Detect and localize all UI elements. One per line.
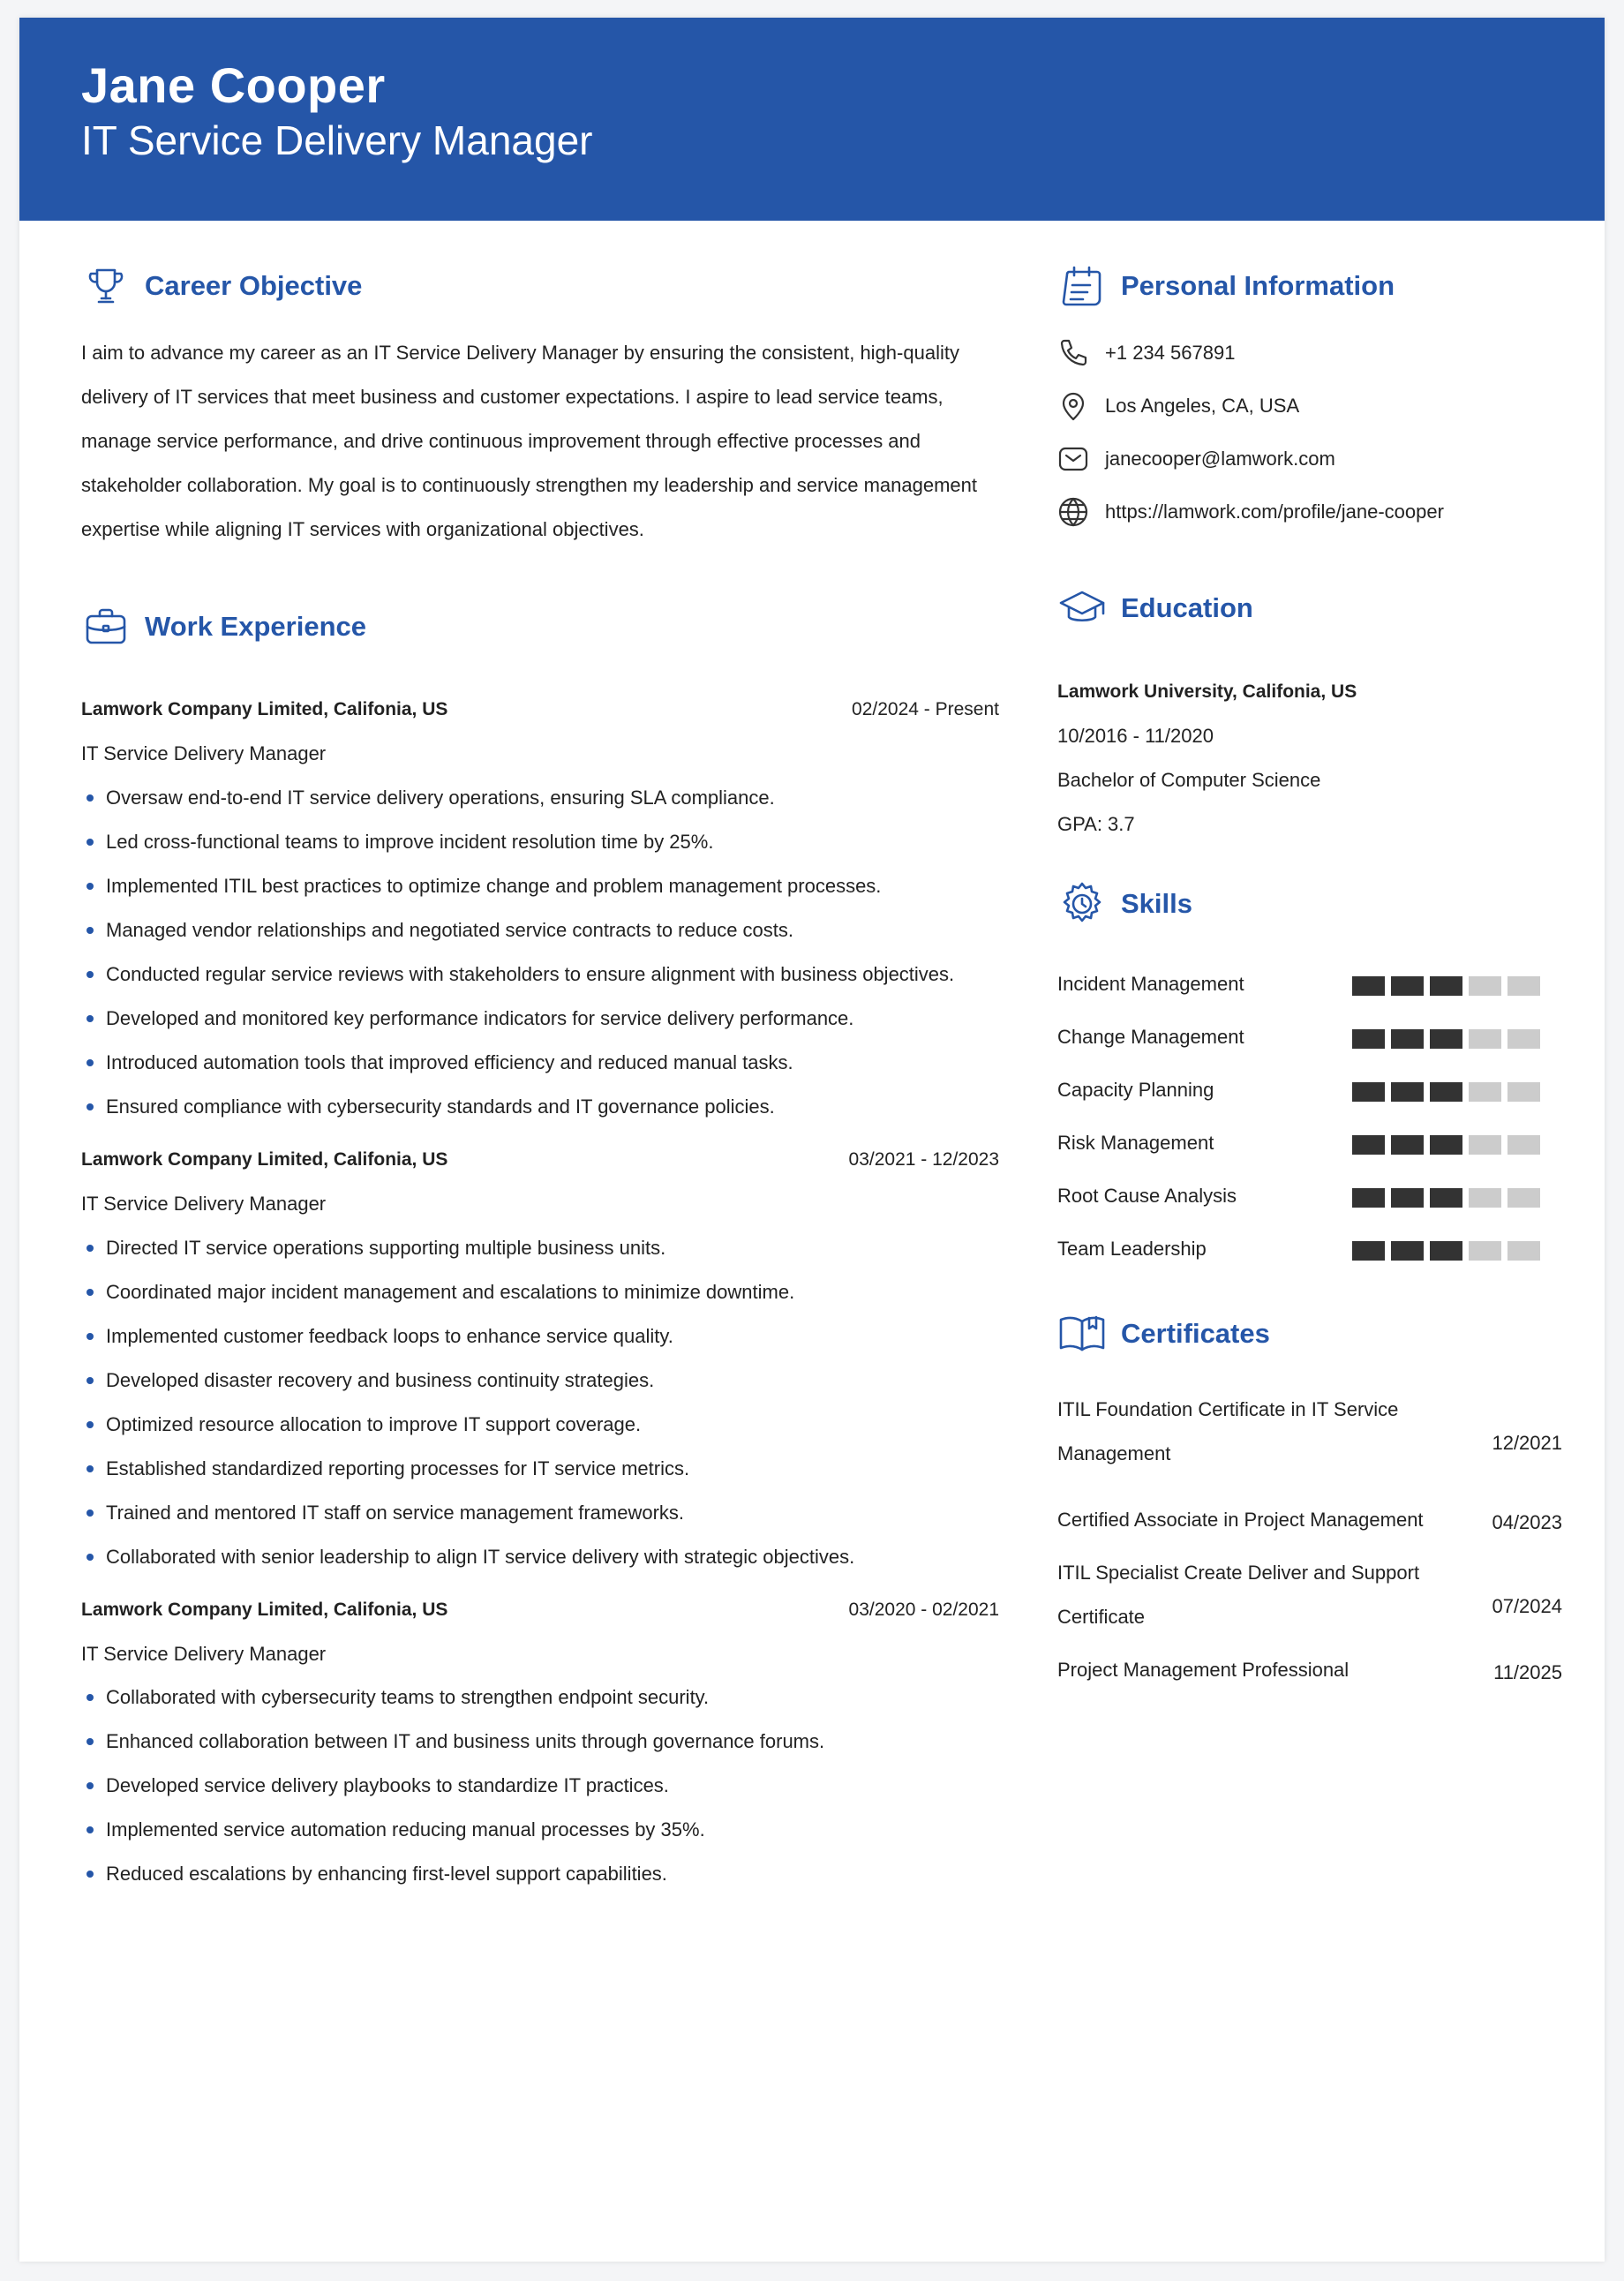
job-bullet: Reduced escalations by enhancing first-level support capabilities. (81, 1852, 824, 1896)
job-bullet: Managed vendor relationships and negotiated service contracts to reduce costs. (81, 908, 954, 952)
job-bullet: Directed IT service operations supporting multiple business units. (81, 1226, 854, 1270)
job-bullets (81, 776, 954, 1129)
skill-row (1057, 1238, 1562, 1264)
education-heading (1057, 583, 1253, 633)
job-title: IT Service Delivery Manager (81, 1643, 327, 1665)
skill-bar-empty (1469, 1241, 1501, 1261)
skill-bar-empty (1469, 1188, 1501, 1208)
job-bullet: Established standardized reporting processes for IT service metrics. (81, 1447, 854, 1491)
job-date: 03/2021 - 12/2023 (848, 1149, 999, 1170)
skill-bar-empty (1507, 1188, 1540, 1208)
job-bullet: Collaborated with cybersecurity teams to strengthen endpoint security. (81, 1675, 824, 1720)
job-title: IT Service Delivery Manager (81, 1193, 327, 1215)
phone-row (1057, 337, 1235, 369)
skill-name: Risk Management (1057, 1132, 1214, 1154)
phone-icon (1057, 337, 1089, 369)
work-experience-heading (81, 602, 366, 651)
skill-bar-empty (1469, 1029, 1501, 1049)
resume-header (19, 18, 1605, 221)
globe-icon (1057, 496, 1089, 528)
job-bullet: Developed and monitored key performance indicators for service delivery performance. (81, 997, 954, 1041)
mail-icon (1057, 443, 1089, 475)
job-company: Lamwork Company Limited, Califonia, US (81, 699, 448, 719)
job-bullet: Introduced automation tools that improved efficiency and reduced manual tasks. (81, 1041, 954, 1085)
job-bullets (81, 1226, 854, 1579)
skill-bar-filled (1391, 1082, 1424, 1102)
skills-title: Skills (1121, 888, 1192, 919)
skill-level-bar (1352, 976, 1546, 996)
job-bullet: Implemented ITIL best practices to optimize change and problem management processes. (81, 864, 954, 908)
certificate-name: Certified Associate in Project Management (1057, 1509, 1424, 1531)
gear-clock-icon (1057, 879, 1107, 929)
location-text: Los Angeles, CA, USA (1105, 395, 1300, 417)
briefcase-icon (81, 602, 131, 651)
certificate-name: ITIL Specialist Create Deliver and Support Certificate (1057, 1562, 1420, 1628)
email-text[interactable]: janecooper@lamwork.com (1105, 448, 1335, 470)
job-bullets (81, 1675, 824, 1896)
certificate-date: 11/2025 (1493, 1661, 1562, 1683)
job-bullet: Oversaw end-to-end IT service delivery operations, ensuring SLA compliance. (81, 776, 954, 820)
location-pin-icon (1057, 390, 1089, 422)
job-bullet: Conducted regular service reviews with stakeholders to ensure alignment with business objectives. (81, 952, 954, 997)
job-bullet: Developed disaster recovery and business continuity strategies. (81, 1359, 854, 1403)
education-degree: Bachelor of Computer Science (1057, 769, 1321, 791)
certificate-row (1057, 1561, 1562, 1649)
job-bullet: Led cross-functional teams to improve incident resolution time by 25%. (81, 820, 954, 864)
skill-row (1057, 1185, 1562, 1211)
job-bullet: Implemented customer feedback loops to enhance service quality. (81, 1314, 854, 1359)
skill-name: Root Cause Analysis (1057, 1185, 1237, 1207)
job-title: IT Service Delivery Manager (81, 742, 327, 764)
skill-bar-empty (1507, 1082, 1540, 1102)
skill-bar-filled (1391, 1188, 1424, 1208)
skill-bar-filled (1430, 1082, 1462, 1102)
skill-bar-filled (1352, 1188, 1385, 1208)
education-gpa: GPA: 3.7 (1057, 813, 1135, 835)
skill-bar-filled (1352, 1135, 1385, 1155)
skill-bar-empty (1507, 976, 1540, 996)
website-link[interactable]: https://lamwork.com/profile/jane-cooper (1105, 501, 1444, 523)
certificate-row (1057, 1508, 1562, 1552)
skill-bar-filled (1391, 976, 1424, 996)
job-bullet: Coordinated major incident management and escalations to minimize downtime. (81, 1270, 854, 1314)
candidate-name: Jane Cooper (81, 57, 386, 113)
graduation-cap-icon (1057, 583, 1107, 633)
book-icon (1057, 1309, 1107, 1359)
job-bullet: Developed service delivery playbooks to standardize IT practices. (81, 1764, 824, 1808)
skill-name: Change Management (1057, 1026, 1244, 1048)
job-date: 02/2024 - Present (852, 699, 999, 719)
career-objective-text: I aim to advance my career as an IT Service Delivery Manager by ensuring the consistent, high-quality delivery of IT services that meet business and customer expectations. I aspire to lead service teams, manage service performance, and drive continuous improvement through effective processes and stakeholder collaboration. My goal is to continuously strengthen my leadership and service management expertise while aligning IT services with organizational objectives. (81, 342, 978, 540)
skill-bar-filled (1352, 976, 1385, 996)
education-title: Education (1121, 592, 1253, 623)
skill-bar-filled (1352, 1241, 1385, 1261)
skill-bar-filled (1352, 1082, 1385, 1102)
job-company: Lamwork Company Limited, Califonia, US (81, 1149, 448, 1170)
skill-bar-empty (1469, 1135, 1501, 1155)
skill-row (1057, 1132, 1562, 1158)
certificate-date: 04/2023 (1492, 1511, 1562, 1533)
skill-bar-empty (1469, 976, 1501, 996)
skill-level-bar (1352, 1241, 1546, 1261)
certificate-name: ITIL Foundation Certificate in IT Service Management (1057, 1398, 1399, 1464)
skill-bar-filled (1391, 1029, 1424, 1049)
certificates-title: Certificates (1121, 1318, 1270, 1349)
certificates-heading (1057, 1309, 1270, 1359)
skill-bar-filled (1391, 1241, 1424, 1261)
skill-bar-filled (1391, 1135, 1424, 1155)
website-row (1057, 496, 1444, 528)
skill-bar-empty (1507, 1029, 1540, 1049)
certificate-date: 07/2024 (1492, 1595, 1562, 1617)
skill-level-bar (1352, 1082, 1546, 1102)
job-bullet: Optimized resource allocation to improve IT support coverage. (81, 1403, 854, 1447)
trophy-icon (81, 261, 131, 311)
skill-name: Team Leadership (1057, 1238, 1207, 1260)
certificate-date: 12/2021 (1492, 1432, 1562, 1454)
education-school: Lamwork University, Califonia, US (1057, 681, 1357, 702)
skill-bar-empty (1507, 1135, 1540, 1155)
skill-bar-filled (1430, 1188, 1462, 1208)
skill-bar-empty (1469, 1082, 1501, 1102)
skill-bar-empty (1507, 1241, 1540, 1261)
career-objective-heading (81, 261, 362, 311)
skills-heading (1057, 879, 1192, 929)
skill-bar-filled (1352, 1029, 1385, 1049)
work-experience-title: Work Experience (145, 611, 366, 642)
job-company: Lamwork Company Limited, Califonia, US (81, 1600, 448, 1620)
skill-level-bar (1352, 1188, 1546, 1208)
candidate-role: IT Service Delivery Manager (81, 117, 593, 163)
certificate-row (1057, 1658, 1562, 1702)
location-row (1057, 390, 1299, 422)
phone-text: +1 234 567891 (1105, 342, 1236, 364)
personal-information-title: Personal Information (1121, 270, 1395, 301)
resume-page (19, 18, 1605, 2262)
job-date: 03/2020 - 02/2021 (848, 1600, 999, 1620)
skill-name: Capacity Planning (1057, 1079, 1214, 1101)
skill-row (1057, 1026, 1562, 1052)
skill-level-bar (1352, 1135, 1546, 1155)
skill-bar-filled (1430, 976, 1462, 996)
skill-bar-filled (1430, 1135, 1462, 1155)
skill-row (1057, 973, 1562, 999)
skill-bar-filled (1430, 1029, 1462, 1049)
skill-level-bar (1352, 1029, 1546, 1049)
email-row (1057, 443, 1335, 475)
skill-row (1057, 1079, 1562, 1105)
job-bullet: Enhanced collaboration between IT and business units through governance forums. (81, 1720, 824, 1764)
job-bullet: Ensured compliance with cybersecurity standards and IT governance policies. (81, 1085, 954, 1129)
job-bullet: Collaborated with senior leadership to align IT service delivery with strategic objectives. (81, 1535, 854, 1579)
education-dates: 10/2016 - 11/2020 (1057, 725, 1214, 747)
job-bullet: Trained and mentored IT staff on service management frameworks. (81, 1491, 854, 1535)
certificate-name: Project Management Professional (1057, 1659, 1350, 1681)
calendar-notes-icon (1057, 261, 1107, 311)
skill-name: Incident Management (1057, 973, 1244, 995)
career-objective-title: Career Objective (145, 270, 363, 301)
certificate-row (1057, 1397, 1562, 1486)
personal-information-heading (1057, 261, 1395, 311)
skill-bar-filled (1430, 1241, 1462, 1261)
job-bullet: Implemented service automation reducing manual processes by 35%. (81, 1808, 824, 1852)
